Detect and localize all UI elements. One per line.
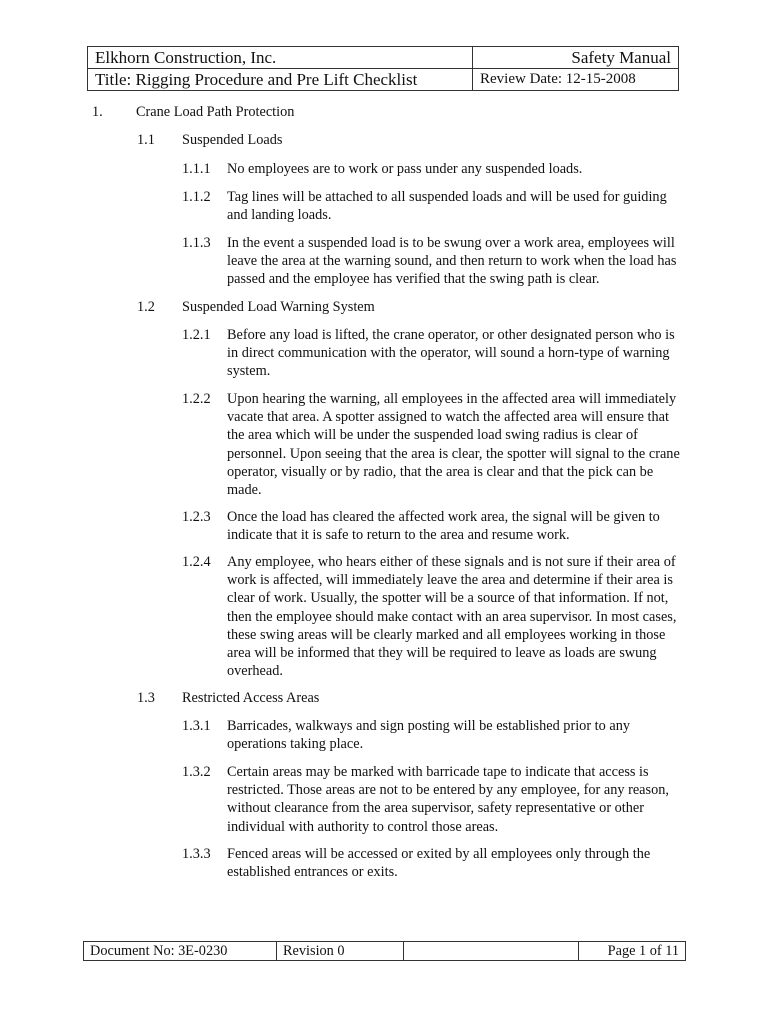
company-name: Elkhorn Construction, Inc. [88, 47, 473, 69]
document-header [87, 46, 679, 91]
subsection-number: 1.3 [137, 690, 155, 706]
item-number: 1.1.1 [182, 161, 211, 177]
item-text: Any employee, who hears either of these signals and is not sure if their area of work is affected, will immediately leave the area and determine if their area is clear of work. Usually, the spotter will be a source of that information. If not, then the employee should make contact with an area supervisor. In most cases, these swing areas will be clearly marked and all employees working in those area will be informed that they will be required to leave as loads are swung overhead. [227, 554, 677, 680]
item-text: Fenced areas will be accessed or exited by all employees only through the established entrances or exits. [227, 846, 651, 881]
item-number: 1.3.1 [182, 718, 211, 734]
item-text: Once the load has cleared the affected work area, the signal will be given to indicate that it is safe to return to the area and resume work. [227, 509, 660, 544]
item-number: 1.3.3 [182, 846, 211, 862]
manual-name: Safety Manual [473, 47, 679, 69]
item-text: In the event a suspended load is to be swung over a work area, employees will leave the area at the warning sound, and then return to work when the load has passed and the employee has verified that the swing path is clear. [227, 235, 677, 288]
section-number: 1. [92, 104, 103, 120]
item-text: No employees are to work or pass under any suspended loads. [227, 161, 583, 177]
subsection-title: Suspended Load Warning System [182, 299, 375, 315]
item-number: 1.2.2 [182, 391, 211, 407]
item-number: 1.2.1 [182, 327, 211, 343]
subsection-title: Suspended Loads [182, 132, 283, 148]
subsection-title: Restricted Access Areas [182, 690, 320, 706]
review-date: Review Date: 12-15-2008 [473, 69, 679, 91]
item-text: Before any load is lifted, the crane operator, or other designated person who is in direct communication with the operator, will sound a horn-type of warning system. [227, 327, 675, 380]
subsection-number: 1.2 [137, 299, 155, 315]
item-text: Barricades, walkways and sign posting will be established prior to any operations taking place. [227, 718, 631, 753]
item-number: 1.2.4 [182, 554, 211, 570]
item-text: Upon hearing the warning, all employees in the affected area will immediately vacate that area. A spotter assigned to watch the affected area will ensure that the area which will be under the suspended load swing radius is clear of personnel. Upon seeing that the area is clear, the spotter will signal to the crane operator, visually or by radio, that the area is clear and that the pick can be made. [227, 391, 680, 499]
page-number: Page 1 of 11 [579, 942, 686, 961]
document-title: Title: Rigging Procedure and Pre Lift Checklist [88, 69, 473, 91]
subsection-number: 1.1 [137, 132, 155, 148]
document-number: Document No: 3E-0230 [84, 942, 277, 961]
section-title: Crane Load Path Protection [136, 104, 295, 120]
item-number: 1.1.2 [182, 189, 211, 205]
item-number: 1.1.3 [182, 235, 211, 251]
item-text: Certain areas may be marked with barricade tape to indicate that access is restricted. Those areas are not to be entered by any employee, for any reason, without clearance from the area supervisor, safety representative or other individual with authority to control those areas. [227, 764, 669, 835]
item-number: 1.2.3 [182, 509, 211, 525]
item-number: 1.3.2 [182, 764, 211, 780]
item-text: Tag lines will be attached to all suspended loads and will be used for guiding and landing loads. [227, 189, 667, 224]
footer-spacer [404, 942, 579, 961]
document-footer [83, 941, 686, 961]
revision-number: Revision 0 [277, 942, 404, 961]
